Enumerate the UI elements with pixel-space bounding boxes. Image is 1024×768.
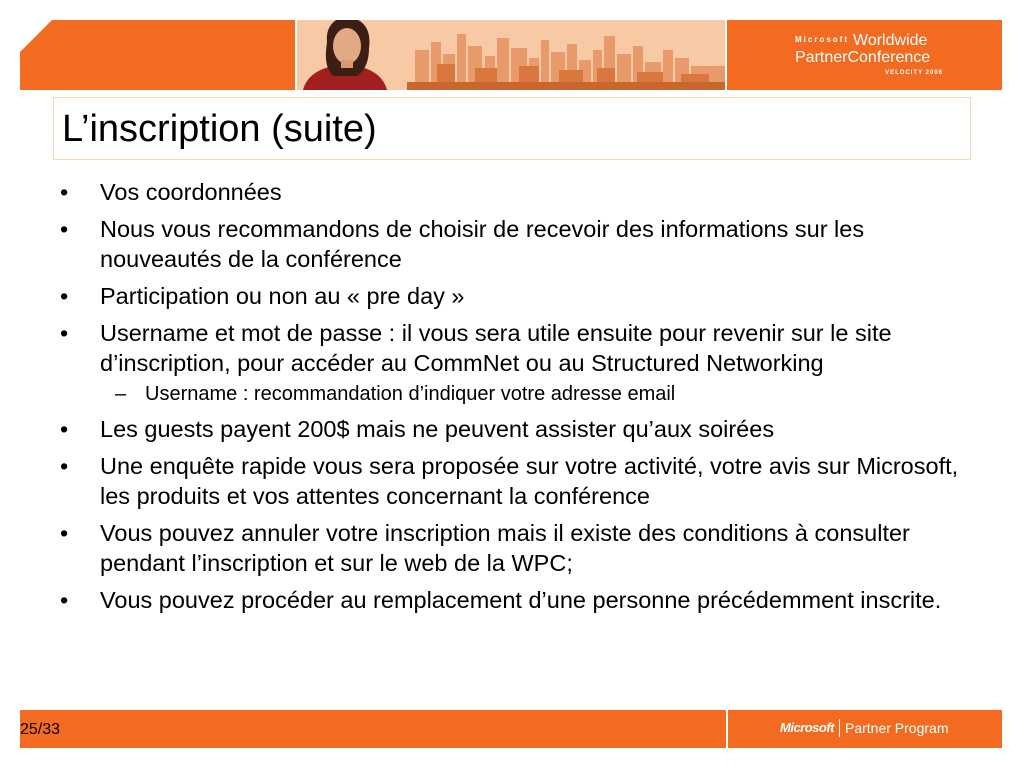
bullet-text: Participation ou non au « pre day » <box>100 283 465 309</box>
header-photo-banner <box>297 20 725 90</box>
sub-bullet-list <box>100 381 980 407</box>
footer-logo-program: Partner Program <box>845 720 949 736</box>
bullet-marker: • <box>60 587 69 613</box>
footer-logo-separator <box>839 719 840 737</box>
bullet-text: Vos coordonnées <box>100 179 282 205</box>
bullet-text: Les guests payent 200$ mais ne peuvent assister qu’aux soirées <box>100 416 775 442</box>
footer-logo-brand: Microsoft <box>780 720 834 735</box>
slide-title: L’inscription (suite) <box>62 108 377 150</box>
bullet-marker: • <box>60 283 69 309</box>
title-box <box>53 97 971 160</box>
presenter-photo <box>297 20 427 90</box>
header-divider-right <box>725 20 727 90</box>
sub-bullet-text: Username : recommandation d’indiquer votre adresse email <box>145 383 676 405</box>
microsoft-partner-program-logo <box>780 719 948 741</box>
bullet-text: Vous pouvez procéder au remplacement d’une personne précédemment inscrite. <box>100 587 942 613</box>
bullet-marker: • <box>60 179 69 205</box>
bullet-item <box>60 318 980 407</box>
sub-bullet-item <box>115 381 980 407</box>
bullet-item <box>60 177 980 207</box>
bullet-marker: • <box>60 320 69 346</box>
bullet-marker: • <box>60 520 69 546</box>
page-number: 25/33 <box>20 721 61 738</box>
bullet-text: Vous pouvez annuler votre inscription mais il existe des conditions à consulter pendant l’inscription et sur le web de la WPC; <box>100 520 910 576</box>
bullet-item <box>60 518 980 578</box>
bullet-item <box>60 414 980 444</box>
slide-content <box>60 177 980 622</box>
logo-partner-conference: PartnerConference <box>795 49 931 66</box>
sub-bullet-marker: – <box>115 383 127 405</box>
bullet-text: Username et mot de passe : il vous sera utile ensuite pour revenir sur le site d’inscription, pour accéder au CommNet ou au Structured Networking <box>100 320 892 376</box>
logo-worldwide: Worldwide <box>853 32 928 49</box>
bullet-text: Nous vous recommandons de choisir de recevoir des informations sur les nouveautés de la conférence <box>100 216 865 272</box>
bullet-marker: • <box>60 453 69 479</box>
bullet-item <box>60 585 980 615</box>
bullet-item <box>60 451 980 511</box>
logo-brand: Microsoft <box>795 35 849 44</box>
bullet-marker: • <box>60 416 69 442</box>
bullet-marker: • <box>60 216 69 242</box>
footer-divider <box>726 710 728 748</box>
bullet-text: Une enquête rapide vous sera proposée sur votre activité, votre avis sur Microsoft, les produits et vos attentes concernant la conférence <box>100 453 959 509</box>
logo-velocity: VELOCITY 2006 <box>885 70 943 76</box>
worldwide-partner-conference-logo <box>795 30 965 80</box>
bullet-item <box>60 281 980 311</box>
bullet-item <box>60 214 980 274</box>
header-corner-cut <box>20 20 52 52</box>
bullet-list <box>60 177 980 615</box>
